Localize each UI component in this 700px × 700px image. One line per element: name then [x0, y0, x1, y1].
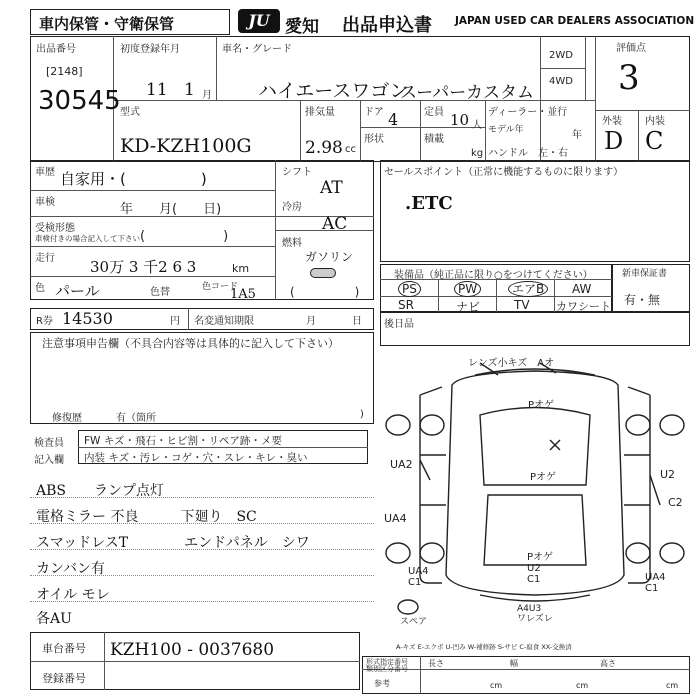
logo-text: JU [248, 11, 270, 30]
recv-label: 受検形態 [35, 223, 75, 234]
door-label: ドア [364, 107, 384, 118]
equip-airbag [508, 281, 548, 297]
ac-label: 冷房 [282, 202, 302, 213]
reg-unit: 月 [202, 90, 212, 101]
diag-roof: Pオゲ [530, 472, 556, 483]
ext-label: 外装 [602, 116, 622, 127]
equip-pw-text: PW [454, 281, 481, 297]
model-label: 型式 [120, 107, 140, 118]
lot-number: 30545 [38, 86, 121, 116]
disp-label: 排気量 [305, 107, 335, 118]
color-change-label: 色替 [150, 287, 170, 298]
dealer-label: ディーラー・並行 [488, 107, 568, 118]
recv-note: 車検付きの場合記入して下さい [35, 234, 140, 243]
repair-value: 有（箇所 [116, 413, 156, 424]
storage-banner [30, 9, 230, 35]
int-grade: C [645, 127, 664, 155]
year-unit: 年 [572, 130, 582, 141]
height-label: 高さ [600, 659, 616, 668]
name-label: 車名・グレード [222, 44, 292, 55]
score-value: 3 [618, 58, 640, 98]
r-value: 14530 [62, 309, 113, 328]
inspector-label-2: 記入欄 [34, 455, 64, 466]
equip-aw: AW [572, 282, 592, 296]
rear-items-box [380, 312, 690, 346]
inspection-value: 年 月( 日) [120, 202, 222, 217]
cm-2: cm [576, 681, 589, 690]
plate-label: 登録番号 [42, 672, 86, 685]
disp-value: 2.98 [305, 138, 343, 158]
fuel-label: 燃料 [282, 238, 302, 249]
mileage-value: 30万 3 千2 6 3 [90, 258, 197, 276]
disp-unit: cc [345, 144, 356, 155]
diag-right-mid: C2 [668, 496, 683, 509]
diag-right-rear: UA4 C1 [645, 572, 666, 594]
diag-left-front: UA2 [390, 458, 413, 471]
length-label: 長さ [428, 659, 444, 668]
color-code-label: 色コード [202, 282, 239, 292]
color-code: 1A5 [230, 287, 256, 302]
handle-label: ハンドル 左・右 [488, 148, 568, 159]
footer-box [362, 656, 690, 694]
int-line: 内装 キズ・汚レ・コゲ・穴・スレ・キレ・臭い [84, 452, 308, 464]
model-value: KD-KZH100G [120, 135, 252, 157]
inspection-label: 車検 [35, 197, 55, 208]
chassis-value: KZH100 - 0037680 [110, 640, 275, 660]
warranty-label: 新車保証書 [622, 269, 668, 279]
remark-2: 電格ミラー 不良 下廻り SC [36, 509, 257, 525]
form-title: 出品申込書 [342, 15, 432, 36]
equip-sr: SR [398, 298, 414, 312]
reg-label: 初度登録年月 [120, 44, 180, 55]
diag-spare: スペア [400, 617, 428, 627]
r-label: R券 [36, 316, 53, 327]
equip-tv: TV [514, 298, 530, 312]
lot-sub: [2148] [46, 65, 83, 78]
sales-point-value: .ETC [405, 193, 453, 214]
history-label: 車歴 [35, 167, 55, 178]
diag-right-front: U2 [660, 468, 676, 481]
diag-left-rear: UA4 C1 [408, 566, 429, 588]
load-label: 積載 [424, 134, 444, 145]
mileage-label: 走行 [35, 253, 55, 264]
model-year-label: モデル年 [488, 125, 524, 135]
diag-left-mid: UA4 [384, 512, 407, 525]
color-value: パール [55, 282, 100, 300]
door-value: 4 [388, 110, 399, 129]
equip-navi: ナビ [456, 300, 481, 314]
load-unit: kg [471, 148, 484, 159]
equip-ps [398, 281, 421, 297]
repair-close: ) [360, 409, 364, 420]
r-unit: 円 [170, 316, 180, 327]
day-unit: 日 [352, 316, 362, 327]
diagram-legend: A-キズ E-エクボ U-凹み W-補修跡 S-サビ C-腐食 XX-交換済 [396, 643, 572, 651]
notes-label: 注意事項申告欄（不具合内容等は具体的に記入して下さい） [42, 337, 339, 350]
diag-hood: Pオゲ [528, 400, 554, 411]
score-label: 評価点 [616, 43, 646, 54]
remark-4: カンバン有 [36, 561, 106, 577]
reg-month: 1 [184, 80, 195, 100]
car-name: ハイエースワゴン [258, 80, 409, 102]
width-label: 幅 [510, 659, 518, 668]
equipment-label: 装備品（純正品に限り○をつけてください） [394, 270, 593, 281]
diag-rear-center: Pオゲ U2 C1 [527, 552, 553, 585]
month-unit: 月 [306, 316, 316, 327]
drive-2wd: 2WD [549, 50, 573, 61]
capacity-label: 定員 [424, 107, 444, 118]
inspector-label-1: 検査員 [34, 438, 64, 449]
fuel-paren: ( ) [290, 285, 360, 299]
fw-line: FW キズ・飛石・ヒビ割・リペア跡・メ要 [84, 435, 282, 447]
equip-seat: カワシート [556, 300, 611, 313]
equip-airbag-text: エアB [508, 281, 548, 297]
cm-3: cm [666, 681, 679, 690]
equip-pw [454, 281, 481, 297]
cat-label: 類別区分番号 [366, 665, 408, 673]
rear-label: 後日品 [384, 319, 414, 330]
chassis-label: 車台番号 [42, 642, 86, 655]
remark-5: オイル モレ [36, 587, 110, 603]
remark-1: ABS ランプ点灯 [36, 483, 164, 499]
shift-value: AT [320, 178, 343, 198]
cm-1: cm [490, 681, 503, 690]
remark-3: スマッドレスT エンドパネル シワ [36, 535, 310, 551]
capacity-value: 10 [450, 111, 470, 129]
drive-4wd: 4WD [549, 76, 573, 87]
mileage-unit: km [232, 262, 250, 275]
tax-label: 名変通知期限 [194, 316, 254, 327]
repair-label: 修復歴 [52, 413, 82, 424]
lot-label: 出品番号 [36, 44, 76, 55]
ext-grade: D [604, 127, 624, 155]
warranty-value: 有・無 [624, 293, 661, 307]
color-label: 色 [35, 283, 45, 294]
car-grade: スーパーカスタム [400, 83, 534, 103]
fuel-value: ガソリン [305, 250, 354, 264]
shift-label: シフト [282, 167, 312, 178]
logo-region: 愛知 [285, 17, 319, 37]
sales-point-label: セールスポイント（正常に機能するものに限ります） [384, 167, 624, 178]
reg-year: 11 [146, 80, 168, 100]
diag-top: レンズ小キズ Aオ [468, 358, 555, 369]
shape-label: 形状 [364, 134, 384, 145]
recv-value: ( ) [140, 229, 229, 244]
history-value: 自家用・( ) [60, 170, 207, 188]
ref-label: 参考 [374, 679, 390, 688]
diag-bottom: A4U3 ワレズレ [517, 604, 553, 624]
int-label: 内装 [645, 116, 665, 127]
ac-value: AC [322, 214, 348, 234]
capacity-unit: 人 [472, 120, 482, 131]
remark-6: 各AU [36, 611, 72, 627]
equip-ps-text: PS [398, 281, 421, 297]
fuel-gauge-icon [310, 268, 336, 278]
cert-label: 形式指定番号 [366, 658, 408, 666]
ju-logo [238, 9, 280, 33]
storage-text: 車内保管・守衛保管 [39, 15, 175, 33]
association-name: JAPAN USED CAR DEALERS ASSOCIATION [455, 15, 695, 27]
